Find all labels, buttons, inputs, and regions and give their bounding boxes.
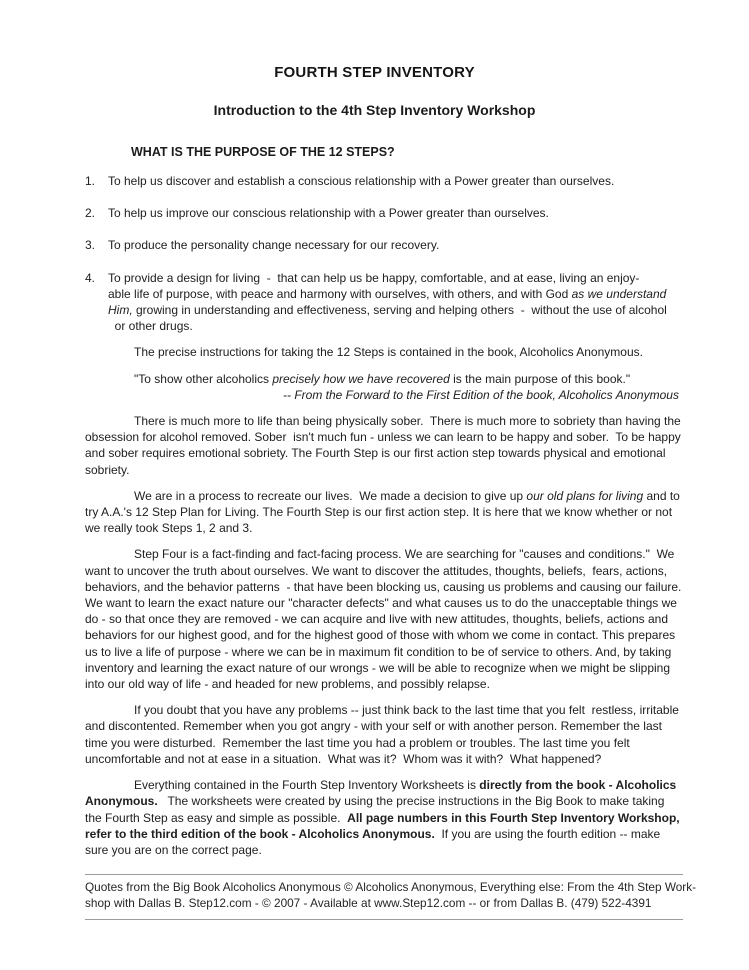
text-segment: The worksheets were created by using the precise instructions in the Big Book to make taking the Fourth Step as easy and simple as possible. — [85, 794, 668, 825]
purpose-item-2 — [85, 205, 683, 221]
list-item-number: 1. — [85, 174, 96, 188]
precise-instructions-paragraph — [85, 344, 683, 360]
document-paragraphs — [85, 344, 683, 858]
text-segment: as we understand — [571, 286, 667, 301]
page-subtitle: Introduction to the 4th Step Inventory Workshop — [213, 102, 536, 118]
list-item-text — [108, 173, 614, 189]
recreate-our-lives-paragraph — [85, 488, 683, 537]
list-item-text — [108, 270, 667, 335]
quote-line — [134, 371, 683, 387]
text-segment: and to try A.A.'s 12 Step Plan for Living. The Fourth Step is our first action step. It is here that we know whether or not we really took Steps 1, 2 and 3. — [85, 488, 684, 536]
worksheets-source-paragraph — [85, 777, 683, 858]
purpose-item-3 — [85, 237, 683, 253]
text-segment: To produce the personality change necessary for our recovery. — [108, 238, 440, 253]
list-item-number: 3. — [85, 238, 96, 253]
footer-line: Quotes from the Big Book Alcoholics Anonymous © Alcoholics Anonymous, Everything else: From the 4th Step Work- — [85, 880, 697, 895]
purpose-list — [85, 173, 683, 334]
page-title: FOURTH STEP INVENTORY — [274, 64, 475, 81]
if-you-doubt-paragraph — [85, 702, 683, 767]
text-segment: There is much more to life than being physically sober. There is much more to sobriety than having the obsession for alcohol removed. Sober isn't much fun - unless we can learn to be happy and sober. To be happy and sober requires emotional sobriety. The Fourth Step is our first action step towards physical and emotional sobriety. — [85, 414, 685, 477]
text-segment: To help us discover and establish a conscious relationship with a Power greater than ourselves. — [108, 174, 615, 188]
text-segment: To help us improve our conscious relationship with a Power greater than ourselves. — [108, 206, 549, 221]
footer-line: shop with Dallas B. Step12.com - © 2007 - Available at www.Step12.com -- or from Dallas B. (479) 522-4391 — [85, 895, 652, 910]
text-segment: All page numbers in this Fourth Step Inventory Workshop, refer to the third edition of the book - Alcoholics Anonymous. — [85, 810, 683, 841]
step-four-process-paragraph — [85, 546, 683, 692]
list-item-text — [108, 205, 549, 221]
text-segment: If you doubt that you have any problems -- just think back to the last time that you felt restless, irritable and discontented. Remember when you got angry - with your self or with another person. Remember the last time you were disturbed. Remember the last time you had a problem or troubles. The last time you felt uncomfortable and not at ease in a situation. What was it? Whom was it with? What happened? — [85, 703, 683, 766]
list-item-text — [108, 237, 439, 253]
purpose-item-4 — [85, 270, 683, 335]
text-segment: able life of purpose, with peace and harmony with ourselves, with others, and with God — [108, 286, 572, 301]
list-item-number: 2. — [85, 206, 96, 221]
text-segment: If you are using the fourth edition -- make sure you are on the correct page. — [85, 826, 664, 857]
text-segment: We are in a process to recreate our lives. We made a decision to give up — [134, 488, 527, 503]
list-item-number: 4. — [85, 270, 96, 285]
text-segment: Him, — [108, 303, 133, 318]
text-segment: our old plans for living — [526, 488, 644, 503]
text-segment: or other drugs. — [108, 319, 193, 334]
text-segment: Everything contained in the Fourth Step Inventory Worksheets is — [134, 778, 480, 793]
text-segment: Step Four is a fact-finding and fact-facing process. We are searching for "causes and conditions." We want to uncover the truth about ourselves. We want to discover the attitudes, thoughts, beliefs, fears, actions, behaviors, and the behavior patterns - that have been blocking us, causing us problems and causing our failure. We want to learn the exact nature our "character defects" and what causes us to do the unacceptable things we do - so that once they are removed - we can acquire and live with new attitudes, thoughts, beliefs, actions and behaviors for our highest good, and for the highest good of those with whom we come in contact. This prepares us to live a life of purpose - where we can be in maximum fit condition to be of service to others. And, by taking inventory and learning the exact nature of our wrongs - we will be able to recognize when we might be slipping into our old way of life - and headed for new problems, and possibly relapse. — [85, 547, 685, 692]
quote-attribution — [283, 387, 683, 403]
purpose-item-1 — [85, 173, 683, 189]
footer-bottom-rule — [85, 919, 683, 920]
text-segment: is the main purpose of this book." — [449, 371, 631, 386]
text-segment: To provide a design for living - that can help us be happy, comfortable, and at ease, living an enjoy- — [108, 270, 640, 285]
page-footer — [85, 874, 697, 920]
text-segment: "To show other alcoholics — [134, 371, 273, 386]
text-segment: -- From the Forward to the First Edition of the book, Alcoholics Anonymous — [283, 387, 679, 402]
section-heading: WHAT IS THE PURPOSE OF THE 12 STEPS? — [131, 145, 395, 159]
text-segment: directly from the book - Alcoholics Anonymous. — [85, 778, 680, 809]
text-segment: precisely how we have recovered — [272, 371, 450, 386]
footer-text — [85, 875, 697, 919]
text-segment: The precise instructions for taking the 12 Steps is contained in the book, Alcoholics Anonymous. — [134, 345, 643, 360]
text-segment: growing in understanding and effectiveness, serving and helping others - without the use of alcohol — [132, 303, 667, 318]
big-book-quote — [85, 371, 683, 403]
emotional-sobriety-paragraph — [85, 413, 683, 478]
